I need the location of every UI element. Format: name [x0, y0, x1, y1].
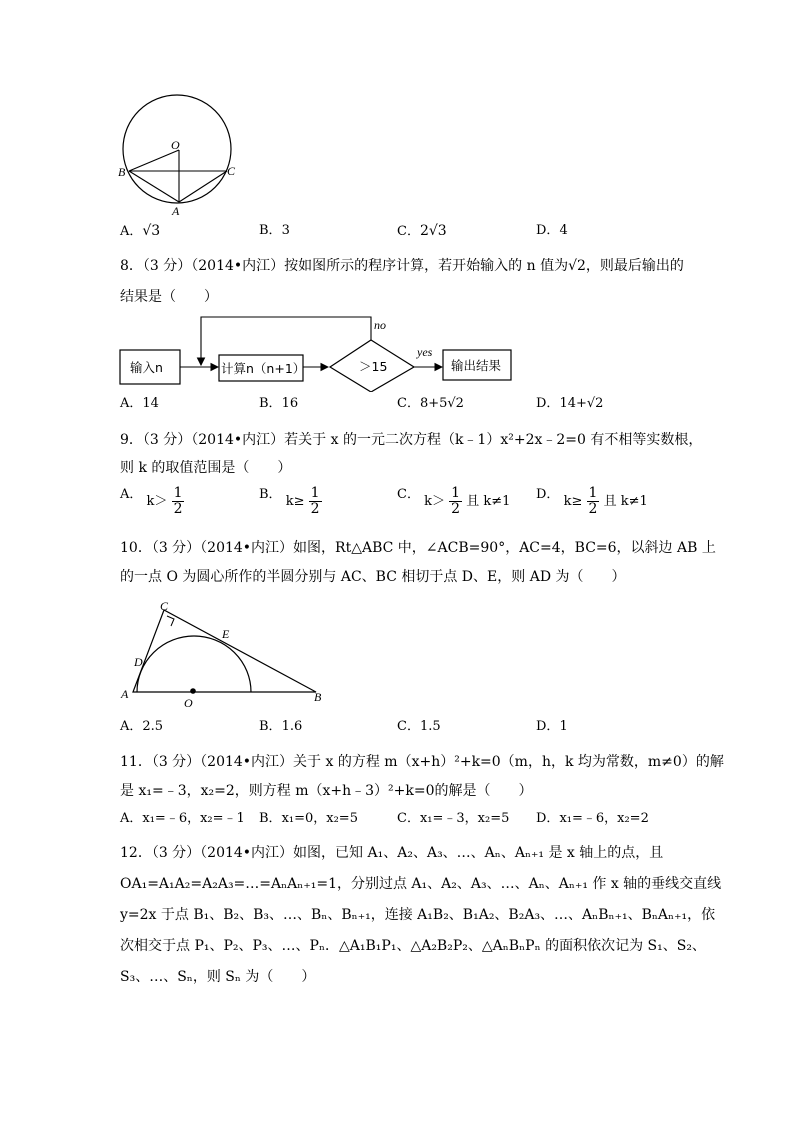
q12-stem-line3: y=2x 于点 B₁、B₂、B₃、…、Bₙ、Bₙ₊₁，连接 A₁B₂、B₁A₂、B₂A₃、…、AₙBₙ₊₁、BₙAₙ₊₁，依 — [120, 907, 716, 923]
q8-label-no: no — [374, 318, 386, 332]
q11-stem-line1: 11．（3 分）（2014•内江）关于 x 的方程 m（x+h）²+k=0（m，h，k 均为常数，m≠0）的解 — [120, 754, 724, 770]
q10-label-o: O — [184, 696, 193, 710]
q7-segment-ca — [179, 171, 227, 202]
q9-stem-line2: 则 k 的取值范围是（ ） — [120, 460, 292, 476]
q10-option-c: C．1.5 — [397, 719, 441, 734]
q10-option-d: D．1 — [536, 719, 568, 734]
q10-stem-line1: 10．（3 分）（2014•内江）如图，Rt△ABC 中，∠ACB=90°，AC=4，BC=6，以斜边 AB 上 — [120, 540, 716, 556]
q10-option-b: B．1.6 — [259, 719, 303, 734]
q8-option-c: C．8+5√2 — [397, 396, 464, 411]
q9-option-d: D． k≥ $\frac{1}{2}$ 且 k≠1 — [536, 485, 648, 517]
q8-flowchart — [118, 312, 518, 392]
q8-option-d: D．14+√2 — [536, 396, 604, 411]
q12-stem-line4: 次相交于点 P₁、P₂、P₃、…、Pₙ．△A₁B₁P₁、△A₂B₂P₂、△AₙBₙPₙ 的面积依次记为 S₁、S₂、 — [120, 938, 706, 954]
q10-triangle-figure — [116, 598, 336, 710]
q10-triangle-abc — [133, 610, 316, 692]
q10-stem-line2: 的一点 O 为圆心所作的半圆分别与 AC、BC 相切于点 D、E，则 AD 为（ ） — [120, 569, 626, 585]
q10-label-c: C — [160, 599, 169, 613]
q7-label-a: A — [172, 204, 180, 218]
q7-segment-bo — [129, 150, 179, 171]
q7-option-a: A．√3 — [120, 223, 161, 239]
q10-label-a: A — [121, 687, 129, 701]
q8-decision-label: ＞15 — [359, 359, 388, 374]
q9-option-d-fraction: $\frac{1}{2}$ — [588, 485, 598, 517]
q9-option-a-fraction: $\frac{1}{2}$ — [173, 485, 183, 517]
q8-stem-line2: 结果是（ ） — [120, 289, 218, 305]
q10-label-d: D — [134, 655, 143, 669]
q7-circle-figure — [112, 92, 252, 218]
q11-option-a: A．x₁=﹣6，x₂=﹣1 — [120, 811, 245, 826]
q7-label-o: O — [171, 138, 180, 152]
q8-stem-line1: 8．（3 分）（2014•内江）按如图所示的程序计算，若开始输入的 n 值为√2，则最后输出的 — [120, 258, 684, 274]
q9-option-c-fraction: $\frac{1}{2}$ — [451, 485, 461, 517]
q12-stem-line2: OA₁=A₁A₂=A₂A₃=…=AₙAₙ₊₁=1，分别过点 A₁、A₂、A₃、…、Aₙ、Aₙ₊₁ 作 x 轴的垂线交直线 — [120, 876, 722, 892]
q7-option-c: C．2√3 — [397, 223, 447, 239]
q11-option-d: D．x₁=﹣6，x₂=2 — [536, 811, 649, 826]
q8-box-compute-label: 计算n（n+1） — [221, 361, 306, 376]
q8-option-b: B．16 — [259, 396, 299, 411]
q7-label-b: B — [118, 165, 126, 179]
q10-label-b: B — [314, 690, 322, 704]
q10-center-dot — [190, 688, 196, 694]
q10-label-e: E — [222, 627, 230, 641]
q8-box-output-label: 输出结果 — [451, 358, 502, 373]
q7-label-c: C — [227, 164, 236, 178]
q9-option-c: C． k＞ $\frac{1}{2}$ 且 k≠1 — [397, 485, 511, 517]
q10-semicircle — [137, 636, 251, 692]
q12-stem-line5: S₃、…、Sₙ，则 Sₙ 为（ ） — [120, 969, 316, 985]
q10-option-a: A．2.5 — [120, 719, 164, 734]
q9-stem-line1: 9．（3 分）（2014•内江）若关于 x 的一元二次方程（k﹣1）x²+2x﹣2=0 有不相等实数根， — [120, 432, 703, 448]
q9-option-b-fraction: $\frac{1}{2}$ — [310, 485, 320, 517]
q11-option-b: B．x₁=0，x₂=5 — [259, 811, 358, 826]
q8-label-yes: yes — [417, 345, 433, 359]
q10-right-angle-mark — [167, 616, 174, 626]
q7-option-d: D．4 — [536, 223, 568, 238]
q11-option-c: C．x₁=﹣3，x₂=5 — [397, 811, 510, 826]
q8-option-a: A．14 — [120, 396, 159, 411]
q8-box-input-label: 输入n — [130, 360, 163, 375]
q9-option-b: B． k≥ $\frac{1}{2}$ — [259, 485, 320, 517]
q11-stem-line2: 是 x₁=﹣3，x₂=2，则方程 m（x+h﹣3）²+k=0的解是（ ） — [120, 783, 533, 799]
q12-stem-line1: 12．（3 分）（2014•内江）如图，已知 A₁、A₂、A₃、…、Aₙ、Aₙ₊₁ 是 x 轴上的点，且 — [120, 845, 664, 861]
q7-option-b: B．3 — [259, 223, 290, 238]
q9-option-a: A． k＞ $\frac{1}{2}$ — [120, 485, 183, 517]
